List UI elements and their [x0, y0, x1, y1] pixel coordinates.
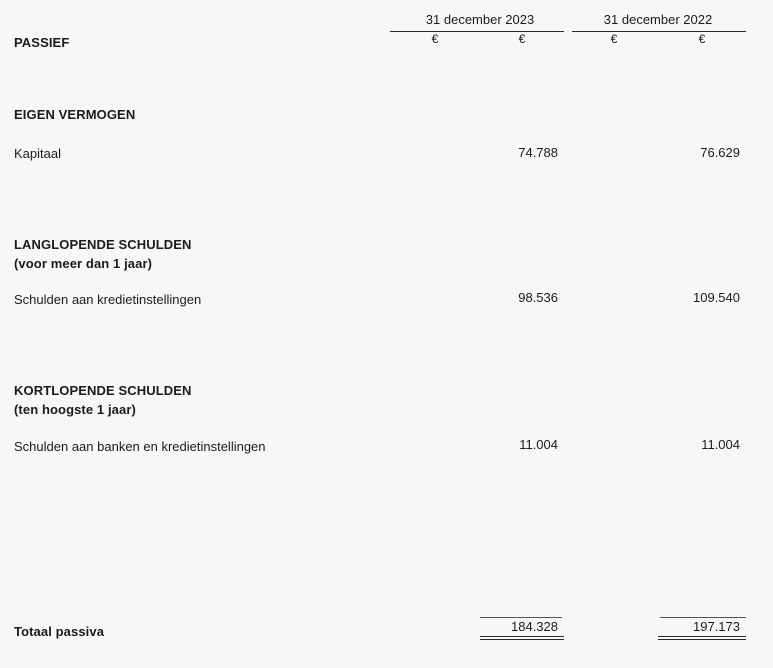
total-2022-double-rule-2	[658, 639, 746, 640]
currency-2022-a: €	[610, 32, 618, 46]
totaal-2023-value: 184.328	[511, 619, 558, 634]
total-2023-double-rule-1	[480, 636, 564, 637]
kapitaal-2022-value: 76.629	[700, 145, 740, 160]
schulden-kredietinstellingen-label: Schulden aan kredietinstellingen	[14, 292, 202, 307]
kapitaal-label: Kapitaal	[14, 146, 61, 161]
currency-2022-b: €	[698, 32, 706, 46]
schulden-banken-2023-value: 11.004	[519, 437, 558, 452]
column-header-2023: 31 december 2023	[425, 12, 535, 27]
schulden-banken-label: Schulden aan banken en kredietinstellingen	[14, 439, 266, 454]
total-2022-top-rule	[660, 617, 746, 618]
kortlopende-schulden-subtitle: (ten hoogste 1 jaar)	[14, 402, 136, 417]
kortlopende-schulden-heading: KORTLOPENDE SCHULDEN	[14, 383, 192, 398]
totaal-passiva-label: Totaal passiva	[14, 624, 105, 639]
section-title: PASSIEF	[14, 35, 70, 50]
column-header-2022-underline	[572, 31, 746, 32]
langlopende-schulden-heading: LANGLOPENDE SCHULDEN	[14, 237, 192, 252]
eigen-vermogen-heading: EIGEN VERMOGEN	[14, 107, 136, 122]
schulden-banken-2022-value: 11.004	[701, 437, 740, 452]
total-2023-top-rule	[480, 617, 562, 618]
column-header-2022: 31 december 2022	[603, 12, 713, 27]
schulden-kredietinstellingen-2023-value: 98.536	[518, 290, 558, 305]
schulden-kredietinstellingen-2022-value: 109.540	[693, 290, 740, 305]
currency-2023-b: €	[518, 32, 526, 46]
kapitaal-2023-value: 74.788	[518, 145, 558, 160]
langlopende-schulden-subtitle: (voor meer dan 1 jaar)	[14, 256, 153, 271]
currency-2023-a: €	[431, 32, 439, 46]
column-header-2023-underline	[390, 31, 564, 32]
totaal-2022-value: 197.173	[693, 619, 740, 634]
total-2022-double-rule-1	[658, 636, 746, 637]
total-2023-double-rule-2	[480, 639, 564, 640]
